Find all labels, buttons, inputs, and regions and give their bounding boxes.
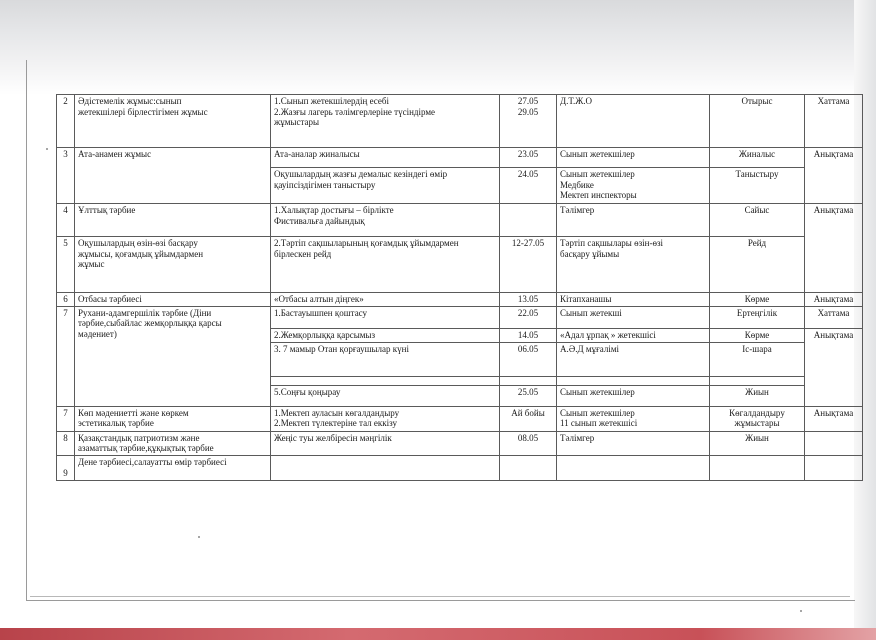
result-cell: Анықтама [805,328,863,406]
responsible-cell: Д.Т.Ж.О [557,95,710,148]
activity-cell [271,455,500,480]
responsible-cell: Тәлімгер [557,431,710,455]
result-cell: Анықтама [805,204,863,293]
row-number: 5 [57,237,75,293]
date-cell: 06.05 [500,342,557,376]
result-cell: Анықтама [805,293,863,307]
date-cell: Ай бойы [500,406,557,431]
activity-cell: 1.Бастауышпен қоштасу [271,306,500,328]
activity-cell: 5.Соңғы қоңырау [271,385,500,406]
form-cell: Іс-шара [710,342,805,376]
form-cell: Жиналыс [710,148,805,168]
activity-cell: 3. 7 мамыр Отан қорғаушылар күні [271,342,500,376]
activity-cell: 1.Сынып жетекшілердің есебі 2.Жазғы лагерь тәлімгерлеріне түсіндірме жұмыстары [271,95,500,148]
responsible-cell: Сынып жетекшілер Медбике Мектеп инспекторы [557,168,710,204]
form-cell: Таныстыру [710,168,805,204]
result-cell: Анықтама [805,406,863,431]
responsible-cell: Кітапханашы [557,293,710,307]
result-cell [805,431,863,455]
responsible-cell [557,376,710,385]
table-row [57,293,863,307]
date-cell: 12-27.05 [500,237,557,293]
row-number: 4 [57,204,75,237]
activity-cell: 1.Мектеп ауласын көгалдандыру 2.Мектеп түлектеріне тал еккізу [271,406,500,431]
form-cell: Көрме [710,328,805,342]
page-bottom-line [30,596,850,597]
row-number: 2 [57,95,75,148]
result-cell: Хаттама [805,95,863,148]
form-cell: Сайыс [710,204,805,237]
direction-cell: Рухани-адамгершілік тәрбие (Діни тәрбие,сыбайлас жемқорлыққа қарсы мәдениет) [75,306,271,406]
activity-cell [271,376,500,385]
activity-cell: Жеңіс туы желбіресін мәңгілік [271,431,500,455]
responsible-cell: А.Ә.Д мұғалімі [557,342,710,376]
form-cell: Жиын [710,385,805,406]
form-cell [710,376,805,385]
direction-cell: Қазақстандық патриотизм және азаматтық тәрбие,құқықтық тәрбие [75,431,271,455]
date-cell [500,204,557,237]
scan-speck [46,148,48,150]
date-cell: 13.05 [500,293,557,307]
direction-cell: Дене тәрбиесі,салауатты өмір тәрбиесі [75,455,271,480]
responsible-cell: Сынып жетекшілер 11 сынып жетекшісі [557,406,710,431]
activity-cell: Оқушылардың жазғы демалыс кезіндегі өмір қауіпсіздігімен таныстыру [271,168,500,204]
date-cell: 08.05 [500,431,557,455]
result-cell: Анықтама [805,148,863,204]
result-cell [805,455,863,480]
table-row [57,237,863,293]
scan-speck [198,536,200,538]
responsible-cell: Тәртіп сақшылары өзін-өзі басқару ұйымы [557,237,710,293]
form-cell: Көгалдандыру жұмыстары [710,406,805,431]
date-cell: 27.05 29.05 [500,95,557,148]
date-cell [500,376,557,385]
form-cell: Рейд [710,237,805,293]
plan-table [56,94,863,481]
scan-bottom-edge [0,628,876,640]
table-row [57,95,863,148]
row-number: 7 [57,406,75,431]
responsible-cell: Сынып жетекшілер [557,385,710,406]
table-row [57,204,863,237]
responsible-cell: Сынып жетекшілер [557,148,710,168]
responsible-cell: Тәлімгер [557,204,710,237]
activity-cell: 2.Тәртіп сақшыларының қоғамдық ұйымдармен бірлескен рейд [271,237,500,293]
table-row [57,148,863,168]
direction-cell: Көп мәдениетті және көркем эстетикалық тәрбие [75,406,271,431]
table-row [57,306,863,328]
table-row [57,406,863,431]
direction-cell: Ұлттық тәрбие [75,204,271,237]
row-number: 9 [57,455,75,480]
date-cell [500,455,557,480]
activity-cell: 2.Жемқорлыққа қарсымыз [271,328,500,342]
direction-cell: Ата-анамен жұмыс [75,148,271,204]
row-number: 6 [57,293,75,307]
form-cell: Ертеңгілік [710,306,805,328]
row-number: 8 [57,431,75,455]
form-cell: Отырыс [710,95,805,148]
form-cell: Жиын [710,431,805,455]
form-cell: Көрме [710,293,805,307]
table-row [57,431,863,455]
date-cell: 23.05 [500,148,557,168]
direction-cell: Оқушылардың өзін-өзі басқару жұмысы, қоғамдық ұйымдармен жұмыс [75,237,271,293]
row-number: 7 [57,306,75,406]
direction-cell: Әдістемелік жұмыс:сынып жетекшілері бірлестігімен жұмыс [75,95,271,148]
activity-cell: Ата-аналар жиналысы [271,148,500,168]
date-cell: 22.05 [500,306,557,328]
activity-cell: 1.Халықтар достығы – бірлікте Фистивальға дайындық [271,204,500,237]
activity-cell: «Отбасы алтын діңгек» [271,293,500,307]
responsible-cell [557,455,710,480]
form-cell [710,455,805,480]
date-cell: 24.05 [500,168,557,204]
result-cell: Хаттама [805,306,863,328]
date-cell: 25.05 [500,385,557,406]
date-cell: 14.05 [500,328,557,342]
direction-cell: Отбасы тәрбиесі [75,293,271,307]
responsible-cell: Сынып жетекші [557,306,710,328]
table-row [57,455,863,480]
row-number: 3 [57,148,75,204]
scan-speck [800,610,802,612]
responsible-cell: «Адал ұрпақ » жетекшісі [557,328,710,342]
